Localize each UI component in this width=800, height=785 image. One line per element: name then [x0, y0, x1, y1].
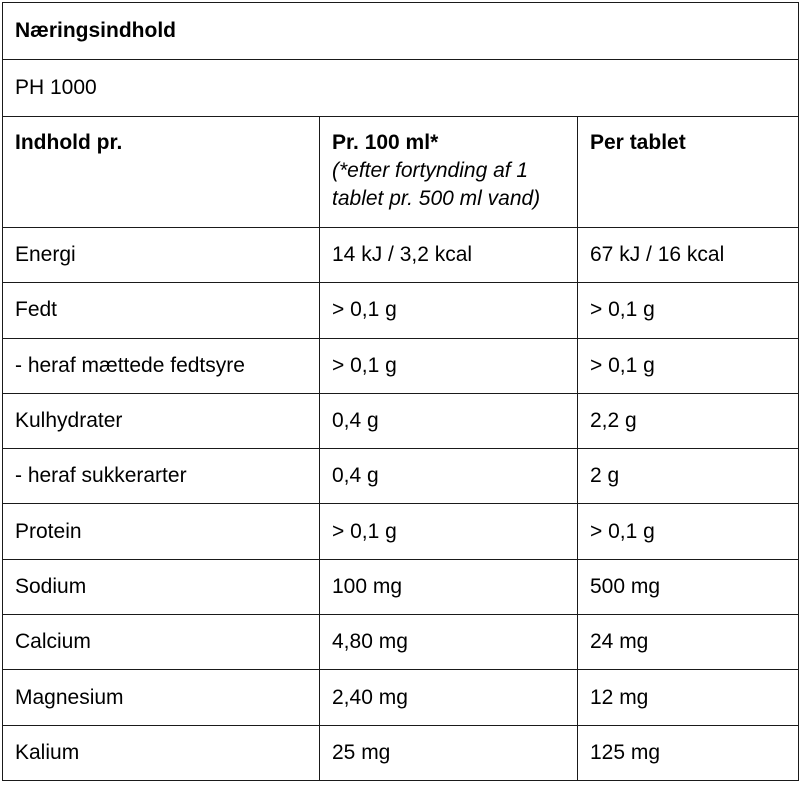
value-per-tablet: 125 mg — [578, 725, 799, 780]
nutrient-name: Protein — [3, 504, 320, 559]
nutrient-name: Calcium — [3, 615, 320, 670]
value-per-tablet: 2 g — [578, 449, 799, 504]
nutrient-name: Kulhydrater — [3, 393, 320, 448]
table-title: Næringsindhold — [3, 3, 799, 60]
value-per-100ml: 2,40 mg — [320, 670, 578, 725]
value-per-100ml: 100 mg — [320, 559, 578, 614]
product-name: PH 1000 — [3, 60, 799, 117]
table-row — [3, 559, 799, 614]
value-per-100ml: 4,80 mg — [320, 615, 578, 670]
table-row — [3, 228, 799, 283]
header-per-100ml — [320, 117, 578, 228]
table-row — [3, 504, 799, 559]
value-per-tablet: 12 mg — [578, 670, 799, 725]
value-per-100ml: 0,4 g — [320, 393, 578, 448]
nutrient-name: Energi — [3, 228, 320, 283]
value-per-tablet: > 0,1 g — [578, 283, 799, 338]
table-row — [3, 338, 799, 393]
value-per-tablet: 24 mg — [578, 615, 799, 670]
table-row — [3, 670, 799, 725]
value-per-100ml: > 0,1 g — [320, 283, 578, 338]
table-row — [3, 725, 799, 780]
header-content-per: Indhold pr. — [3, 117, 320, 228]
header-per-tablet: Per tablet — [578, 117, 799, 228]
value-per-tablet: > 0,1 g — [578, 504, 799, 559]
value-per-100ml: 25 mg — [320, 725, 578, 780]
header-per-100ml-label: Pr. 100 ml* — [332, 131, 439, 154]
value-per-tablet: 67 kJ / 16 kcal — [578, 228, 799, 283]
value-per-100ml: > 0,1 g — [320, 338, 578, 393]
nutrient-name: - heraf mættede fedtsyre — [3, 338, 320, 393]
table-row — [3, 283, 799, 338]
value-per-100ml: 0,4 g — [320, 449, 578, 504]
nutrition-table — [2, 2, 799, 781]
value-per-100ml: > 0,1 g — [320, 504, 578, 559]
value-per-tablet: > 0,1 g — [578, 338, 799, 393]
column-header-row — [3, 117, 799, 228]
nutrient-name: Sodium — [3, 559, 320, 614]
value-per-tablet: 2,2 g — [578, 393, 799, 448]
table-row — [3, 449, 799, 504]
nutrient-name: Fedt — [3, 283, 320, 338]
product-row — [3, 60, 799, 117]
nutrient-name: Kalium — [3, 725, 320, 780]
dilution-note: (*efter fortynding af 1 tablet pr. 500 ml vand) — [332, 159, 541, 210]
table-row — [3, 393, 799, 448]
table-row — [3, 615, 799, 670]
value-per-100ml: 14 kJ / 3,2 kcal — [320, 228, 578, 283]
table-title-row — [3, 3, 799, 60]
nutrient-name: Magnesium — [3, 670, 320, 725]
nutrient-name: - heraf sukkerarter — [3, 449, 320, 504]
value-per-tablet: 500 mg — [578, 559, 799, 614]
